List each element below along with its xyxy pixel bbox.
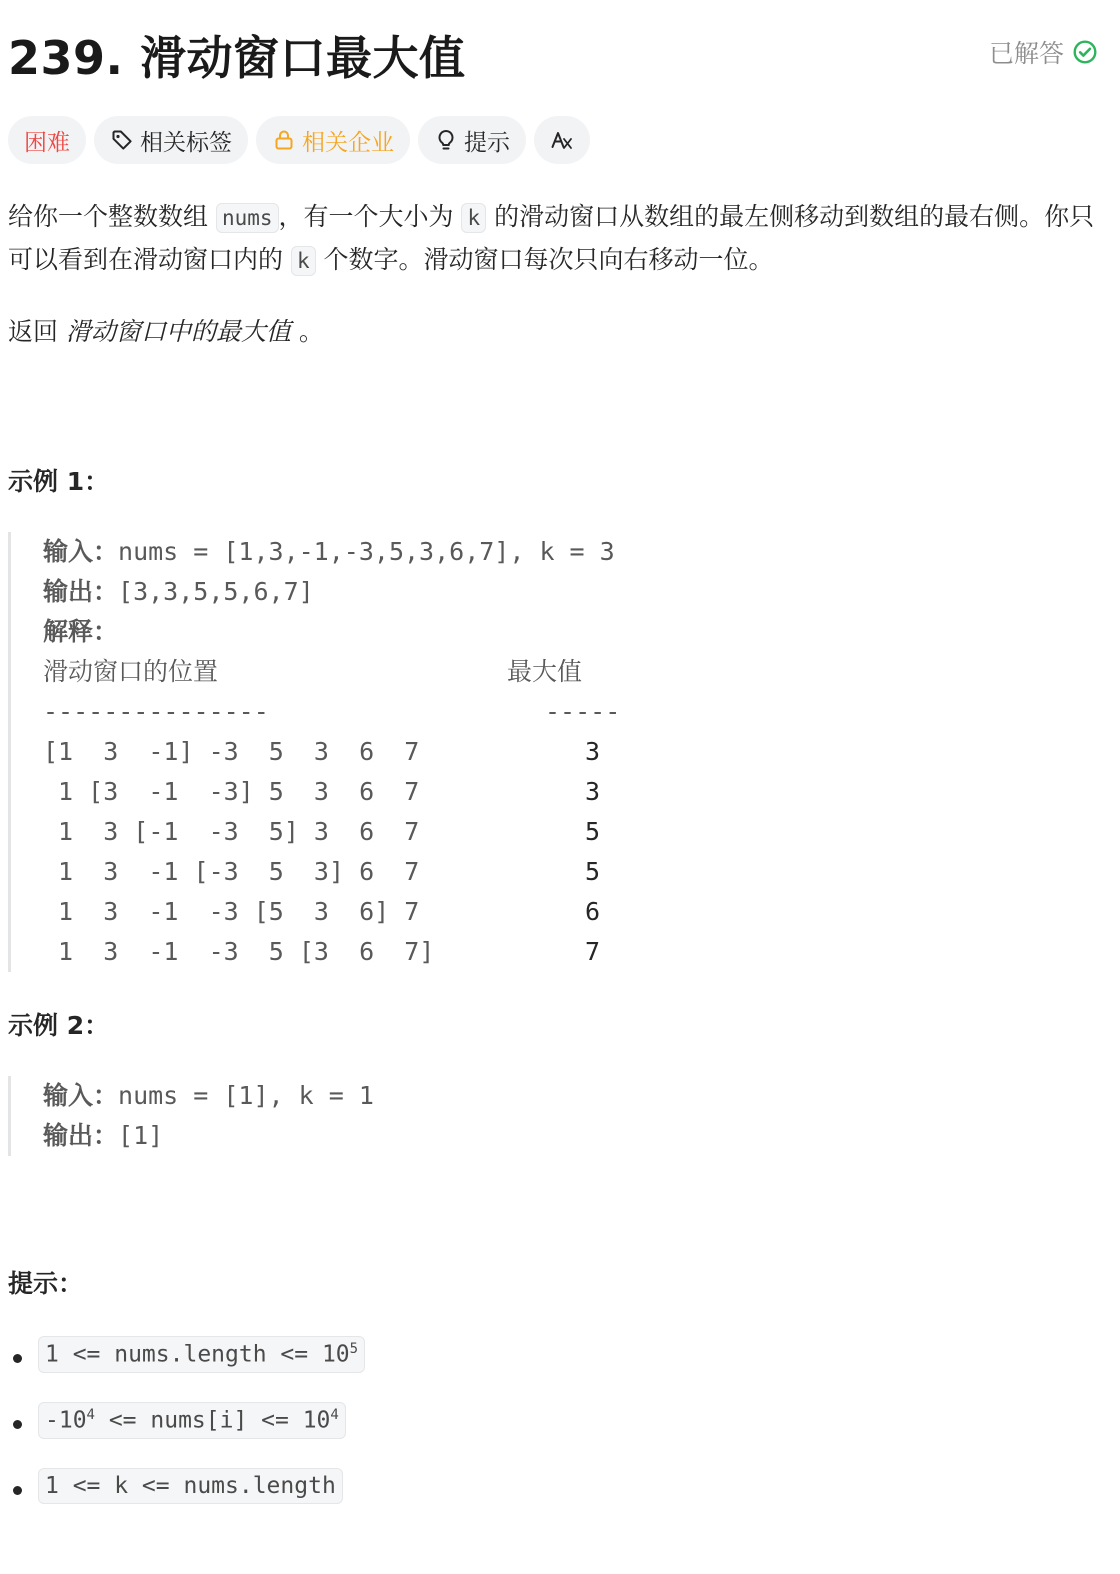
output-value: [3,3,5,5,6,7] [118, 577, 314, 606]
desc-text: 给你一个整数数组 [8, 202, 216, 231]
solved-status [989, 34, 1098, 70]
inline-code-k: k [461, 203, 486, 233]
constraint-text: 1 <= k <= nums.length [45, 1473, 336, 1499]
input-label: 输入： [43, 537, 119, 566]
window-max: 7 [585, 937, 601, 966]
lock-icon [272, 128, 296, 152]
return-statement [8, 312, 324, 348]
example-2-block [8, 1076, 743, 1156]
list-item [8, 1468, 365, 1534]
col-header-max: 最大值 [507, 657, 583, 686]
table-row [43, 772, 743, 812]
window-max: 3 [585, 737, 601, 766]
related-companies-button[interactable] [256, 116, 410, 164]
table-row [43, 812, 743, 852]
table-row [43, 932, 743, 972]
difficulty-badge[interactable] [8, 116, 86, 164]
explain-label: 解释： [43, 617, 119, 646]
input-value: nums = [1], k = 1 [118, 1081, 374, 1110]
window-max: 3 [585, 777, 601, 806]
window-position: 1 3 -1 -3 5 [3 6 7] [43, 937, 435, 966]
related-companies-label: 相关企业 [302, 129, 394, 156]
hints-button[interactable] [418, 116, 526, 164]
example-1-block [8, 532, 743, 972]
constraint-exponent: 4 [86, 1407, 95, 1423]
lightbulb-icon [434, 128, 458, 152]
related-tags-label: 相关标签 [140, 129, 232, 156]
translate-icon [550, 128, 574, 152]
col-divider: ----- [545, 697, 621, 726]
window-max: 5 [585, 857, 601, 886]
related-tags-button[interactable] [94, 116, 248, 164]
tag-bar [8, 116, 590, 164]
constraint-code [38, 1468, 343, 1504]
input-label: 输入： [43, 1081, 119, 1110]
table-row [43, 732, 743, 772]
window-position: 1 [3 -1 -3] 5 3 6 7 [43, 777, 420, 806]
desc-emphasis: 滑动窗口中的最大值 [65, 317, 291, 346]
constraints-list [8, 1336, 365, 1534]
constraint-text: -10 [45, 1407, 87, 1434]
hints-label: 提示 [464, 129, 510, 156]
problem-statement [8, 196, 1098, 282]
constraint-code [38, 1336, 365, 1373]
check-circle-icon [1072, 39, 1098, 65]
inline-code-nums: nums [216, 203, 279, 233]
output-label: 输出： [43, 577, 119, 606]
desc-text: ，有一个大小为 [278, 202, 462, 231]
desc-text: 。 [290, 317, 324, 346]
output-value: [1] [118, 1121, 164, 1150]
list-item [8, 1336, 365, 1402]
table-row [43, 892, 743, 932]
table-row [43, 852, 743, 892]
solved-label: 已解答 [988, 39, 1064, 68]
desc-text: 个数字。滑动窗口每次只向右移动一位。 [315, 245, 774, 274]
problem-header [8, 22, 1098, 86]
col-divider: --------------- [43, 697, 269, 726]
desc-text: 返回 [8, 317, 66, 346]
window-position: 1 3 [-1 -3 5] 3 6 7 [43, 817, 420, 846]
constraint-code [38, 1402, 346, 1439]
difficulty-label: 困难 [24, 129, 70, 156]
constraint-text: <= nums[i] <= 10 [94, 1407, 331, 1434]
output-label: 输出： [43, 1121, 119, 1150]
constraints-title: 提示： [8, 1269, 84, 1298]
constraint-exponent: 4 [330, 1407, 339, 1423]
window-position: [1 3 -1] -3 5 3 6 7 [43, 737, 420, 766]
inline-code-k: k [291, 246, 316, 276]
constraint-exponent: 5 [349, 1341, 359, 1357]
example-2-title: 示例 2： [8, 1011, 110, 1040]
list-item [8, 1402, 365, 1468]
translate-button[interactable] [534, 116, 590, 164]
tag-icon [110, 128, 134, 152]
input-value: nums = [1,3,-1,-3,5,3,6,7], k = 3 [118, 537, 615, 566]
constraint-text: 1 <= nums.length <= 10 [45, 1341, 350, 1368]
desc-text: 的滑动窗口从数组的最左侧移动到数组的最右侧。你只可以看到在滑动窗口内的 [8, 202, 1095, 274]
window-max: 6 [585, 897, 601, 926]
page-title[interactable]: 239. 滑动窗口最大值 [8, 31, 466, 85]
window-position: 1 3 -1 [-3 5 3] 6 7 [43, 857, 420, 886]
window-position: 1 3 -1 -3 [5 3 6] 7 [43, 897, 420, 926]
col-header-window: 滑动窗口的位置 [43, 657, 219, 686]
window-max: 5 [585, 817, 601, 846]
example-1-title: 示例 1： [8, 467, 110, 496]
